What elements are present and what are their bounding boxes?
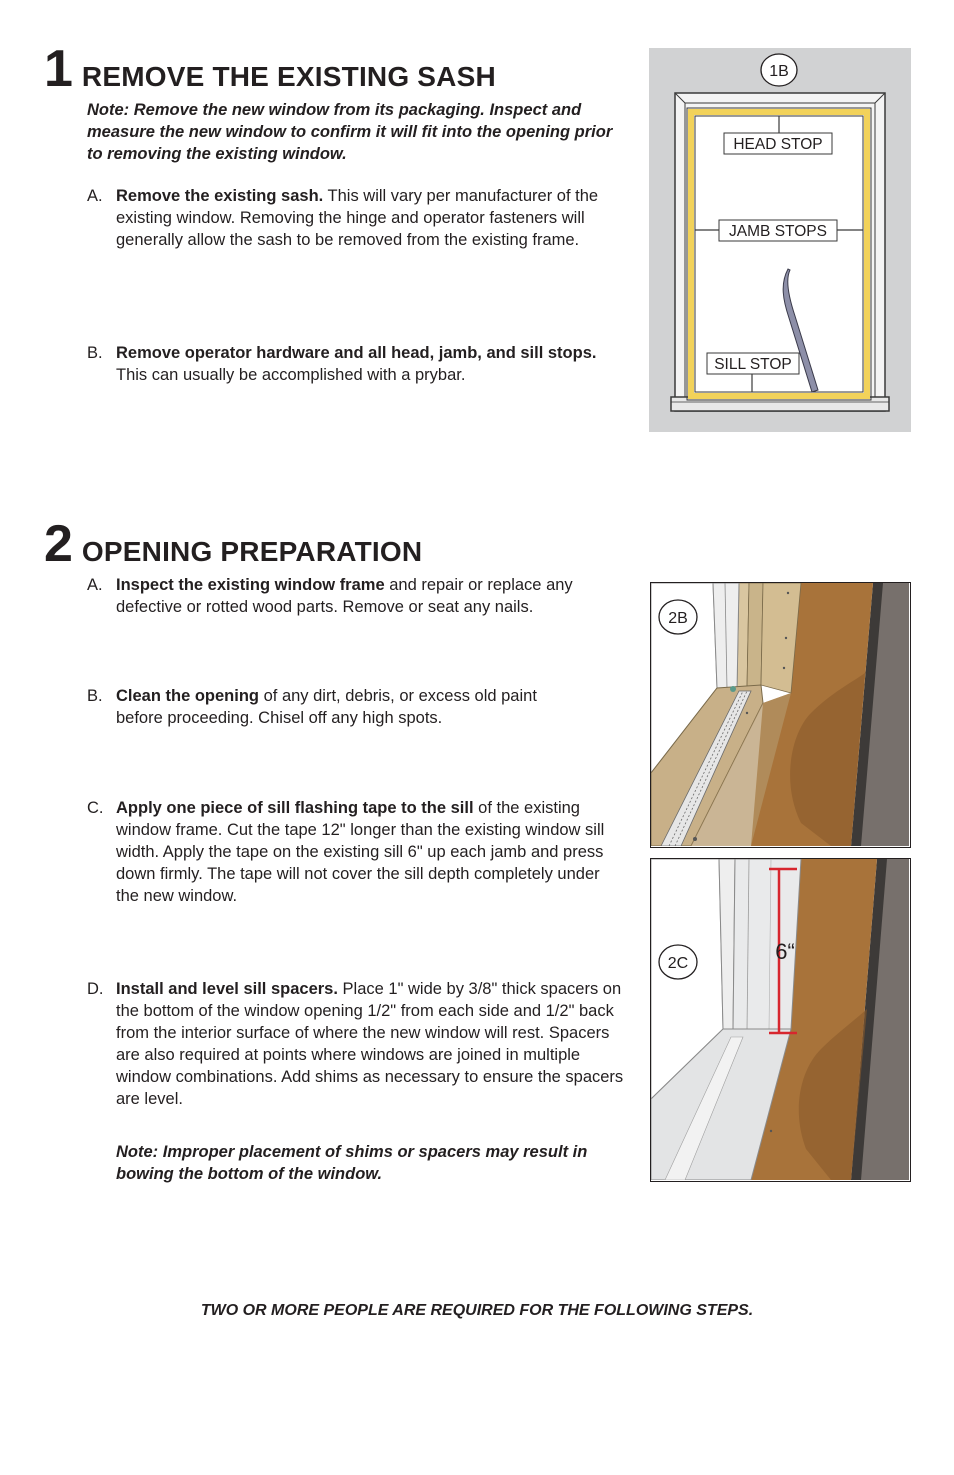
section-2-title: OPENING PREPARATION <box>81 536 423 567</box>
figure-2b-label: 2B <box>668 610 688 627</box>
section-2-note: Note: Improper placement of shims or spacers may result in bowing the bottom of the window. <box>116 1143 588 1183</box>
step-text: and repair or replace any defective or rotted wood parts. Remove or seat any nails. <box>116 576 573 616</box>
section-2-step-a <box>87 574 617 618</box>
figure-1b-illustration <box>649 48 911 432</box>
footer-note: TWO OR MORE PEOPLE ARE REQUIRED FOR THE FOLLOWING STEPS. <box>200 1302 754 1319</box>
step-body <box>116 797 617 907</box>
figure-2c <box>650 858 911 1182</box>
step-letter: D. <box>87 980 104 998</box>
step-letter: C. <box>87 799 104 817</box>
step-letter: B. <box>87 687 103 705</box>
step-lead: Inspect the existing window frame <box>116 576 385 594</box>
step-text: of any dirt, debris, or excess old paint before proceeding. Chisel off any high spots. <box>116 687 537 727</box>
window-sill <box>671 397 889 411</box>
section-1-number: 1 <box>44 40 72 98</box>
figure-2c-label: 2C <box>667 955 689 972</box>
step-letter: B. <box>87 344 103 362</box>
section-2-heading <box>44 515 423 573</box>
step-body <box>116 574 617 618</box>
section-1-step-a <box>87 185 632 251</box>
head-stop-label: HEAD STOP <box>733 136 823 153</box>
step-text: This can usually be accomplished with a prybar. <box>116 366 466 384</box>
step-lead: Apply one piece of sill flashing tape to the sill <box>116 799 474 817</box>
figure-1b-label: 1B <box>769 63 789 80</box>
section-2-step-c <box>87 797 617 907</box>
sill-stop-label: SILL STOP <box>714 356 792 373</box>
step-body <box>116 978 632 1110</box>
section-1-title: REMOVE THE EXISTING SASH <box>81 61 496 92</box>
step-lead: Remove the existing sash. <box>116 187 324 205</box>
step-body <box>116 185 632 251</box>
section-2-step-b <box>87 685 572 729</box>
step-lead: Remove operator hardware and all head, jamb, and sill stops. <box>116 344 597 362</box>
step-body <box>116 342 617 386</box>
dimension-label: 6“ <box>775 939 795 964</box>
section-1-step-b <box>87 342 617 386</box>
section-2-number: 2 <box>44 515 72 573</box>
step-lead: Clean the opening <box>116 687 260 705</box>
step-body <box>116 685 572 729</box>
figure-1b <box>649 48 911 432</box>
jamb-stops-label: JAMB STOPS <box>729 223 827 240</box>
section-2-step-d <box>87 978 632 1110</box>
step-letter: A. <box>87 576 103 594</box>
figure-2b-illustration <box>651 583 909 846</box>
section-1-note: Note: Remove the new window from its packaging. Inspect and measure the new window to confirm it will fit into the opening prior to removing the existing window. <box>87 101 613 163</box>
section-1-heading <box>44 40 496 98</box>
figure-2b <box>650 582 911 848</box>
step-letter: A. <box>87 187 103 205</box>
step-text: Place 1" wide by 3/8" thick spacers on the bottom of the window opening 1/2" from each side and 1/2" back from the interior surface of where the new window will rest. Spacers are also required at points where windows are joined in multiple window combinations. Add shims as necessary to ensure the spacers are level. <box>116 980 624 1108</box>
step-text: of the existing window frame. Cut the tape 12" longer than the existing window sill width. Apply the tape on the existing sill 6" up each jamb and press down firmly. The tape will not cover the sill depth completely under the new window. <box>116 799 605 905</box>
figure-2c-illustration <box>651 859 909 1180</box>
step-text: This will vary per manufacturer of the existing window. Removing the hinge and operator fasteners will generally allow the sash to be removed from the existing frame. <box>116 187 599 249</box>
step-lead: Install and level sill spacers. <box>116 980 338 998</box>
